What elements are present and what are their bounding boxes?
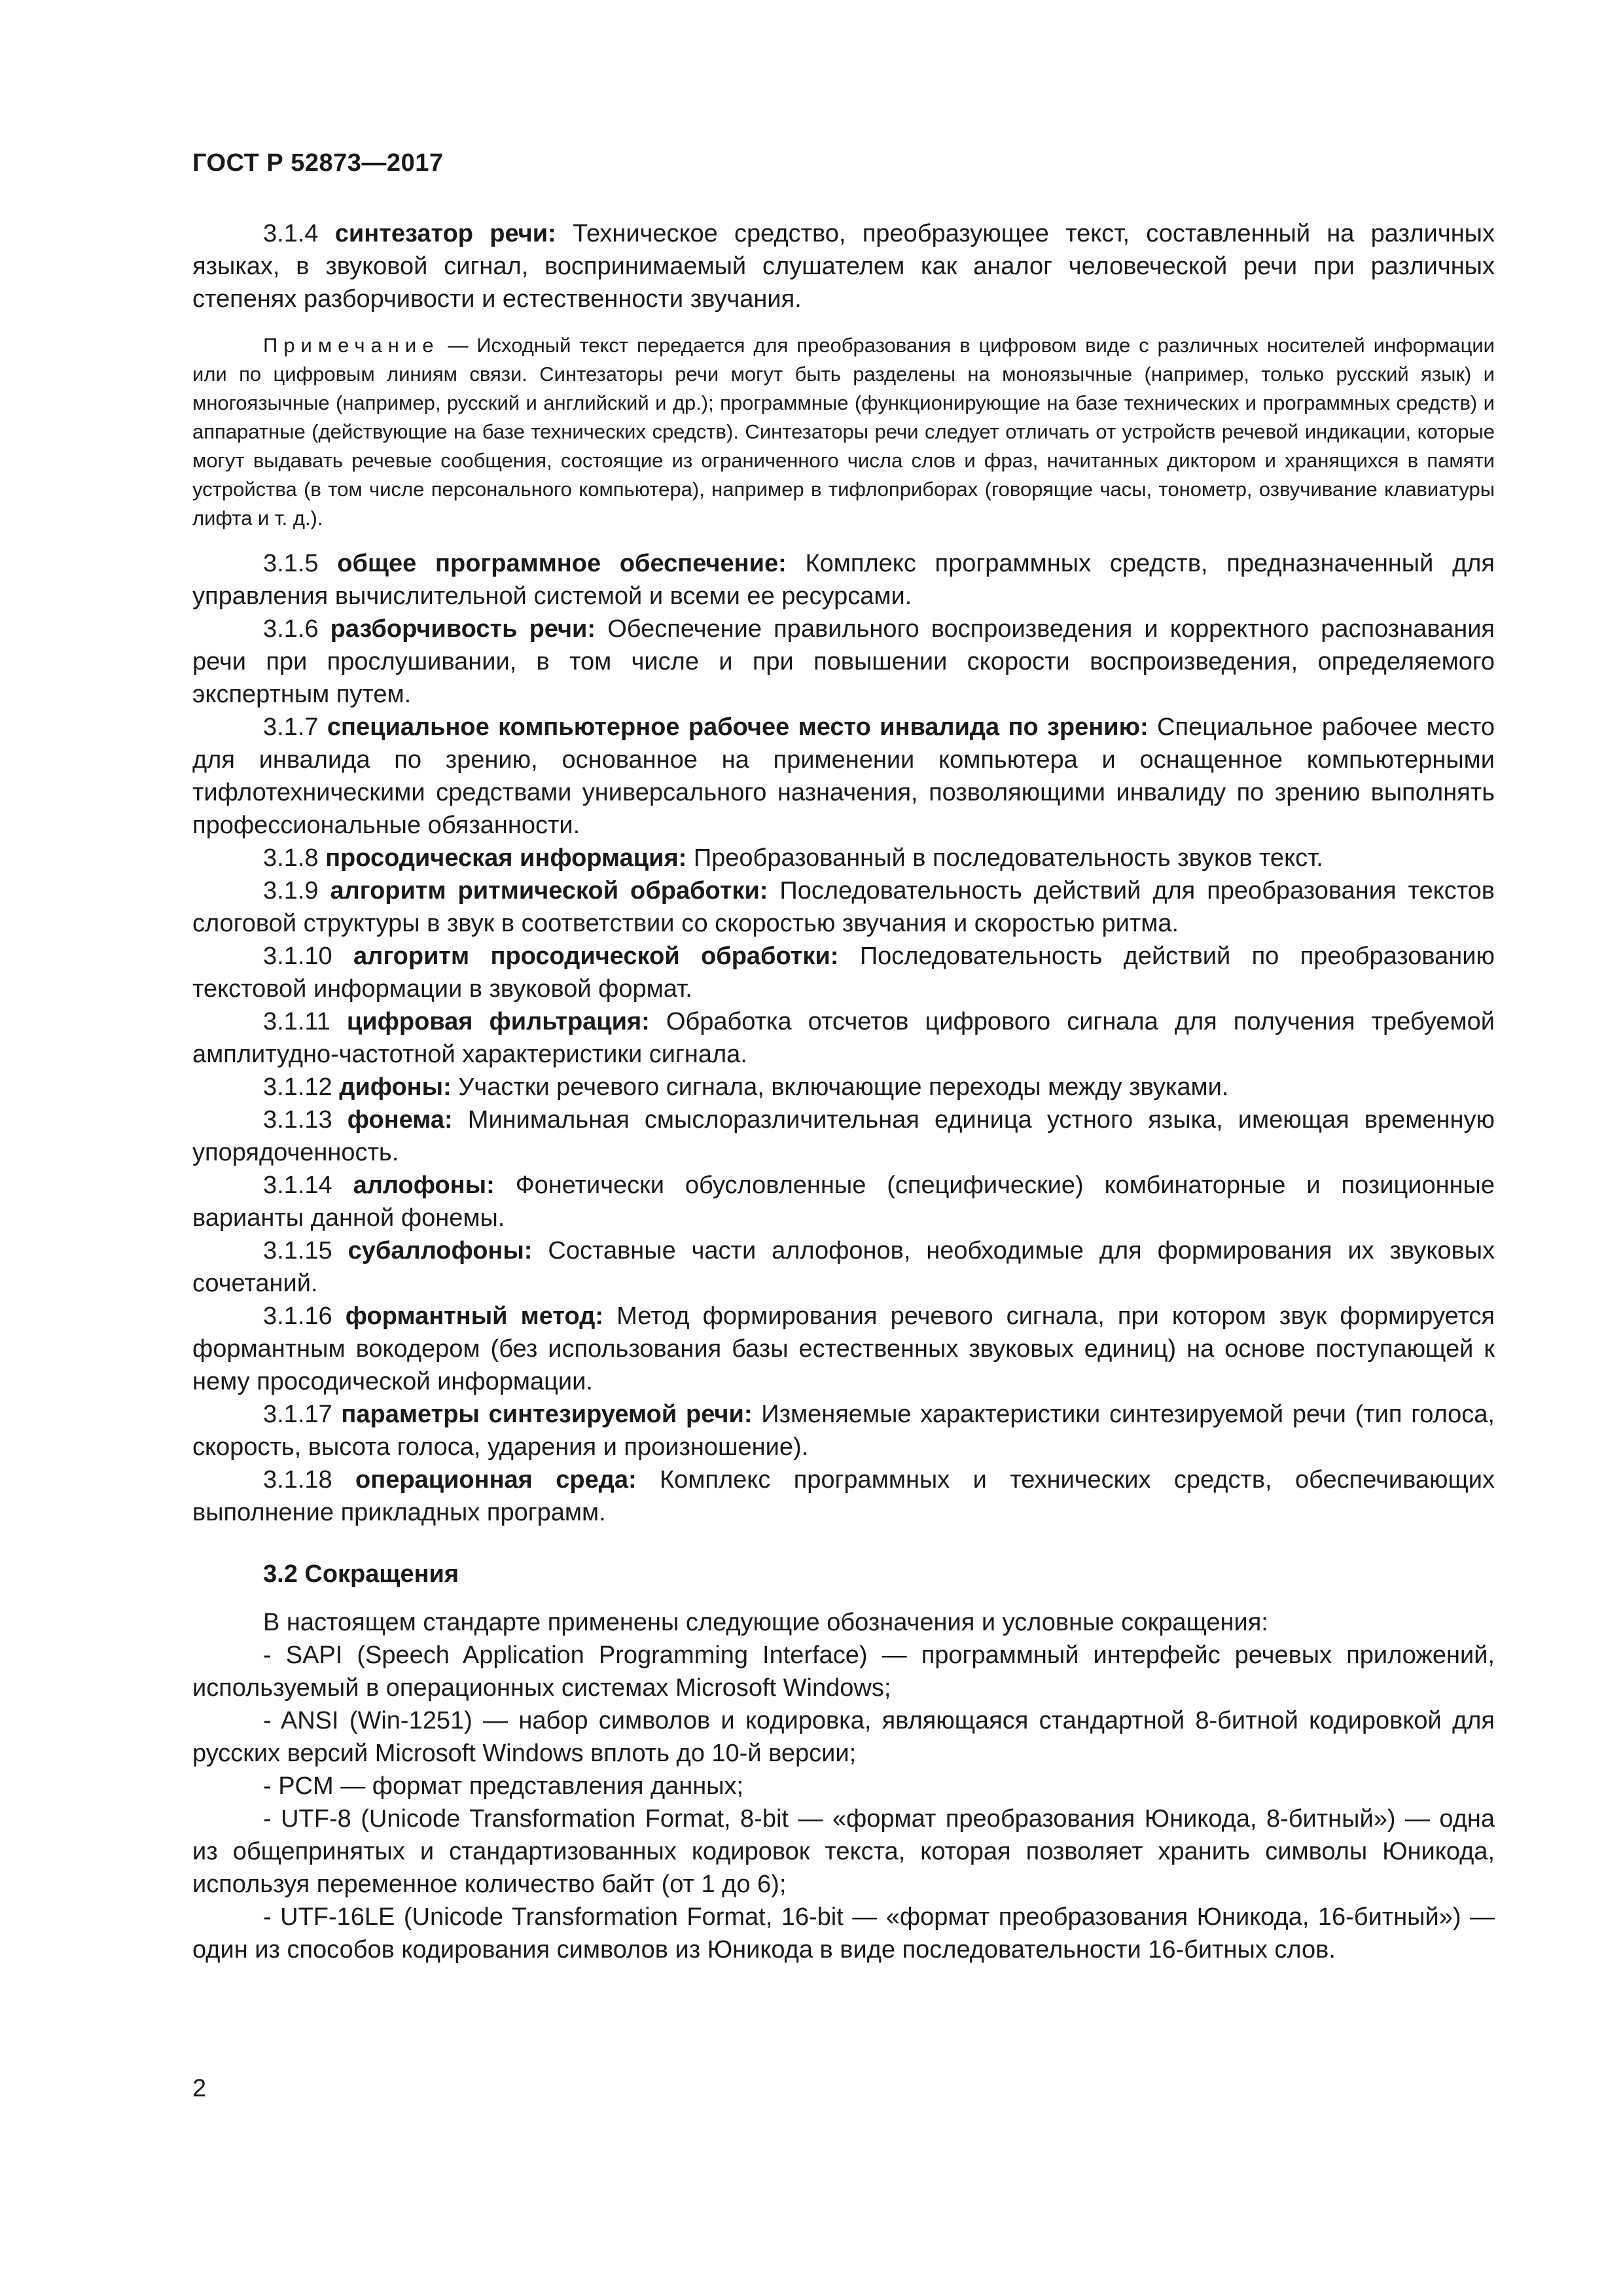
definition-term: синтезатор речи: — [334, 220, 556, 247]
definition-term: фонема: — [347, 1106, 453, 1134]
definition-text: Техническое средство, преобразующее текст, составленный на различных языках, в звуковой сигнал, воспринимаемый слушателем как аналог человеческой речи при различных степенях разборчивости и естественности звучания. — [192, 220, 1495, 313]
page-number: 2 — [192, 2075, 207, 2102]
definition-number: 3.1.17 — [263, 1401, 332, 1428]
definition-term: просодическая информация: — [325, 844, 687, 872]
definition-3-1-17 — [192, 1398, 1495, 1463]
definition-3-1-16 — [192, 1300, 1495, 1398]
definition-text: Минимальная смыслоразличительная единица устного языка, имеющая временную упорядоченность. — [192, 1106, 1495, 1166]
definition-term: общее программное обеспечение: — [337, 550, 787, 577]
definition-number: 3.1.6 — [263, 615, 319, 643]
definition-term: субаллофоны: — [348, 1237, 533, 1265]
document-header: ГОСТ Р 52873—2017 — [192, 149, 444, 177]
definition-text: Обработка отсчетов цифрового сигнала для получения требуемой амплитудно-частотной характеристики сигнала. — [192, 1008, 1495, 1068]
definition-number: 3.1.4 — [263, 220, 319, 247]
definition-number: 3.1.8 — [263, 844, 319, 872]
definition-number: 3.1.15 — [263, 1237, 332, 1265]
definition-number: 3.1.5 — [263, 550, 319, 577]
definition-3-1-13 — [192, 1103, 1495, 1169]
definition-number: 3.1.12 — [263, 1073, 332, 1101]
abbreviation-item-utf16le: - UTF-16LE (Unicode Transformation Format, 16-bit — «формат преобразования Юникода, 16-битный») — один из способов кодирования символов из Юникода в виде последовательности 16-битных слов. — [192, 1903, 1495, 1964]
definition-number: 3.1.11 — [263, 1008, 330, 1035]
definition-number: 3.1.13 — [263, 1106, 332, 1134]
section-title-abbreviations: 3.2 Сокращения — [263, 1560, 459, 1588]
note-text: — Исходный текст передается для преобразования в цифровом виде с различных носителей информации или по цифровым линиям связи. Синтезаторы речи могут быть разделены на моноязычные (например, только русский язык) и многоязычные (например, русский и английский и др.); программные (функционирующие на базе технических и программных средств) и аппаратные (действующие на базе технических средств). Синтезаторы речи следует отличать от устройств речевой индикации, которые могут выдавать речевые сообщения, состоящие из ограниченного числа слов и фраз, начитанных диктором и хранящихся в памяти устройства (в том числе персонального компьютера), например в тифлоприборах (говорящие часы, тонометр, озвучивание клавиатуры лифта и т. д.). — [192, 334, 1495, 529]
definition-text: Последовательность действий для преобразования текстов слоговой структуры в звук в соответствии со скоростью звучания и скоростью ритма. — [192, 877, 1495, 937]
abbreviation-item-pcm: - PCM — формат представления данных; — [263, 1772, 744, 1800]
definition-text: Специальное рабочее место для инвалида по зрению, основанное на применении компьютера и оснащенное компьютерными тифлотехническими средствами универсального назначения, позволяющими инвалиду по зрению выполнять профессиональные обязанности. — [192, 713, 1495, 839]
definition-3-1-15 — [192, 1234, 1495, 1300]
definition-3-1-5 — [192, 547, 1495, 613]
definition-3-1-4 — [192, 217, 1495, 315]
note — [192, 331, 1495, 533]
definition-3-1-14 — [192, 1169, 1495, 1234]
definition-text: Последовательность действий по преобразованию текстовой информации в звуковой формат. — [192, 942, 1495, 1003]
abbreviation-item-ansi: - ANSI (Win-1251) — набор символов и кодировка, являющаяся стандартной 8-битной кодировкой для русских версий Microsoft Windows вплоть до 10-й версии; — [192, 1707, 1495, 1767]
definition-number: 3.1.9 — [263, 877, 319, 905]
definition-term: разборчивость речи: — [330, 615, 596, 643]
definition-3-1-8 — [192, 842, 1495, 874]
definition-number: 3.1.18 — [263, 1466, 332, 1494]
definition-term: формантный метод: — [345, 1302, 603, 1330]
definition-3-1-9 — [192, 874, 1495, 940]
definition-3-1-10 — [192, 940, 1495, 1005]
definition-3-1-12 — [192, 1071, 1495, 1103]
definition-text: Изменяемые характеристики синтезируемой речи (тип голоса, скорость, высота голоса, ударения и произношение). — [192, 1401, 1495, 1461]
definition-text: Составные части аллофонов, необходимые для формирования их звуковых сочетаний. — [192, 1237, 1495, 1297]
definition-term: специальное компьютерное рабочее место инвалида по зрению: — [327, 713, 1149, 741]
definition-number: 3.1.10 — [263, 942, 332, 970]
definition-term: алгоритм просодической обработки: — [353, 942, 839, 970]
definition-text: Фонетически обусловленные (специфические) комбинаторные и позиционные варианты данной фонемы. — [192, 1172, 1495, 1232]
note-label: Примечание — [263, 334, 440, 357]
abbreviations-intro: В настоящем стандарте применены следующие обозначения и условные сокращения: — [263, 1609, 1268, 1636]
definition-text: Обеспечение правильного воспроизведения и корректного распознавания речи при прослушивании, в том числе и при повышении скорости воспроизведения, определяемого экспертным путем. — [192, 615, 1495, 708]
definition-number: 3.1.7 — [263, 713, 319, 741]
definition-term: дифоны: — [339, 1073, 452, 1101]
definition-term: аллофоны: — [353, 1172, 495, 1199]
definition-term: операционная среда: — [355, 1466, 637, 1494]
definition-term: параметры синтезируемой речи: — [341, 1401, 753, 1428]
definition-term: алгоритм ритмической обработки: — [330, 877, 768, 905]
definition-text: Метод формирования речевого сигнала, при котором звук формируется формантным вокодером (без использования базы естественных звуковых единиц) на основе поступающей к нему просодической информации. — [192, 1302, 1495, 1395]
abbreviation-item-utf8: - UTF-8 (Unicode Transformation Format, 8-bit — «формат преобразования Юникода, 8-битный») — одна из общепринятых и стандартизованных кодировок текста, которая позволяет хранить символы Юникода, используя переменное количество байт (от 1 до 6); — [192, 1805, 1495, 1898]
definition-number: 3.1.16 — [263, 1302, 332, 1330]
document-body — [192, 217, 1495, 1966]
definition-3-1-7 — [192, 711, 1495, 842]
definition-3-1-18 — [192, 1463, 1495, 1529]
definition-3-1-6 — [192, 613, 1495, 711]
definition-text: Комплекс программных и технических средств, обеспечивающих выполнение прикладных программ. — [192, 1466, 1495, 1526]
definition-number: 3.1.14 — [263, 1172, 332, 1199]
definition-3-1-11 — [192, 1005, 1495, 1071]
definition-text: Участки речевого сигнала, включающие переходы между звуками. — [458, 1073, 1229, 1101]
abbreviation-item-sapi: - SAPI (Speech Application Programming Interface) — программный интерфейс речевых приложений, используемый в операционных системах Microsoft Windows; — [192, 1641, 1495, 1702]
definition-term: цифровая фильтрация: — [346, 1008, 650, 1035]
definition-text: Преобразованный в последовательность звуков текст. — [693, 844, 1323, 872]
definition-text: Комплекс программных средств, предназначенный для управления вычислительной системой и всеми ее ресурсами. — [192, 550, 1495, 610]
